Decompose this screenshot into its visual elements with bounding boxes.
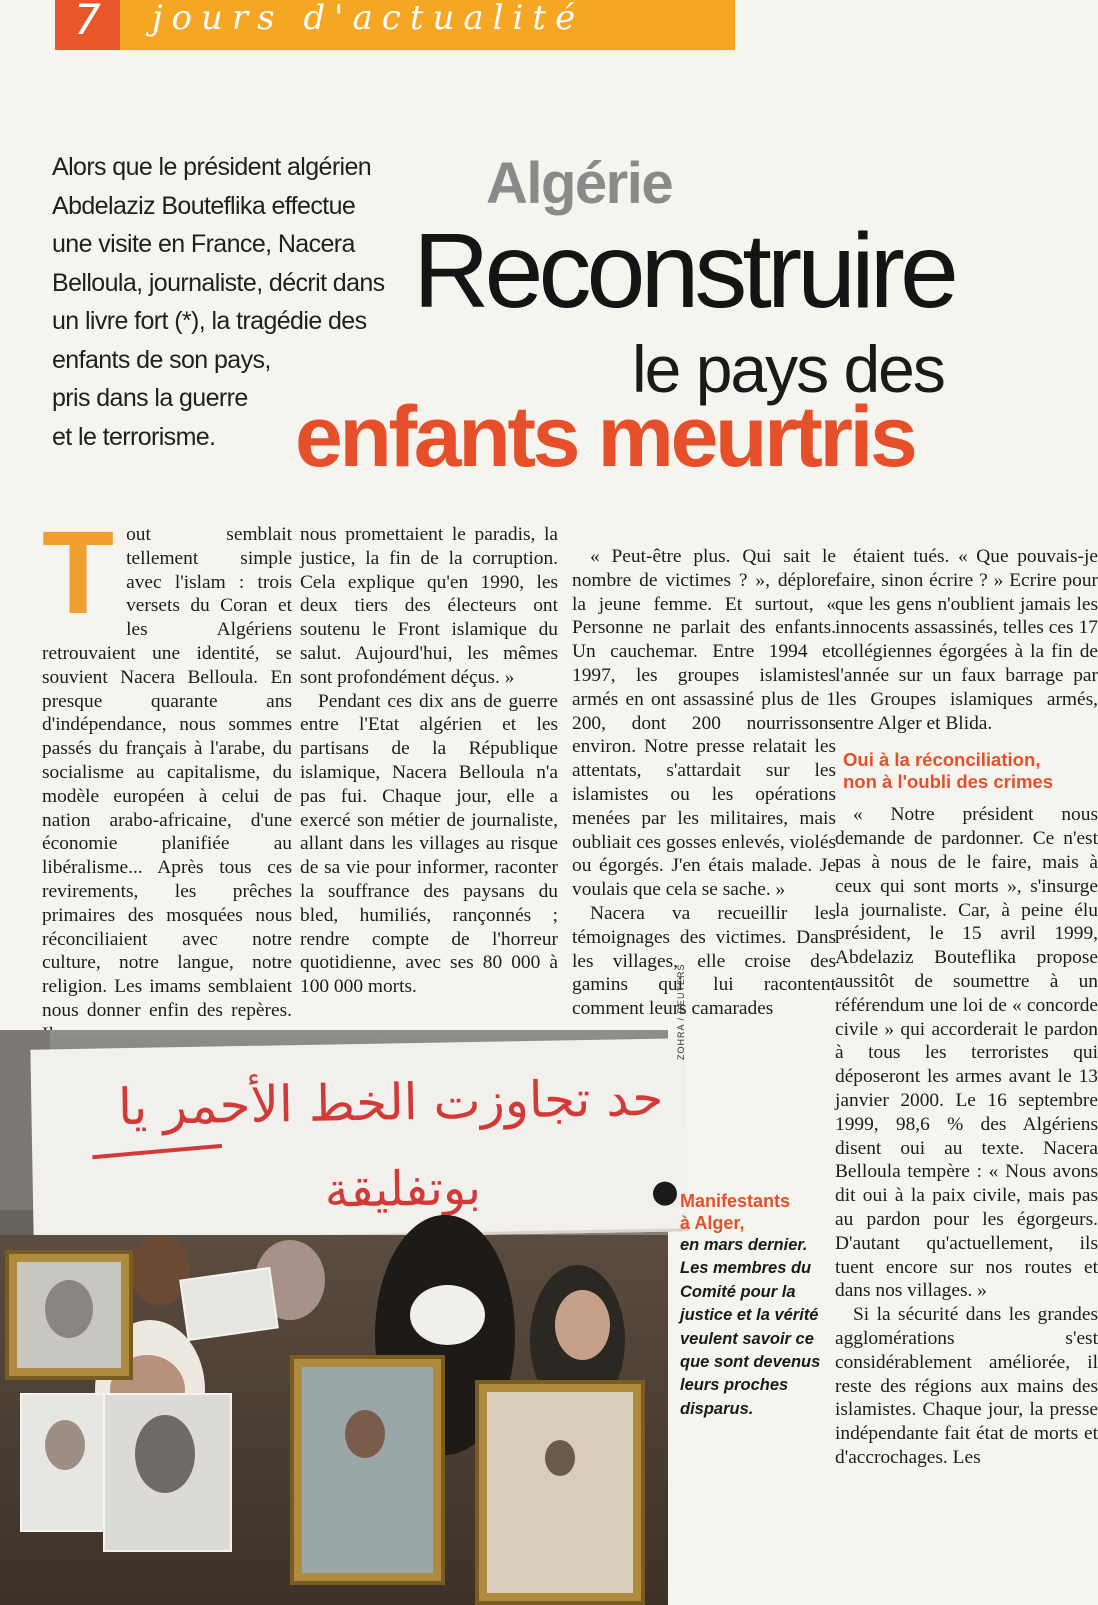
section-number: 7 (55, 0, 120, 50)
article-paragraph: out semblait tellement simple avec l'islam : trois versets du Coran et les Algériens retrouvaient une identité, se souvient Nacera Belloula. En presque quarante ans d'indépendance, nous sommes passés du français à l'arabe, du socialisme au capitalisme, du modèle européen à celui de nation arabo-africaine, d'une économie planifiée au libéralisme... Après tous ces revirements, les prêches primaires des mosquées nous réconciliaient avec notre culture, notre langue, notre religion. Les imams semblaient nous donner enfin des repères. (42, 524, 292, 1021)
portrait-face (45, 1280, 93, 1338)
intro-line: Abdelaziz Bouteflika effectue (52, 191, 356, 220)
portrait-face (345, 1410, 385, 1458)
portrait-face (545, 1440, 575, 1476)
headline-kicker: Algérie (486, 151, 673, 216)
banner-text-line-1: حد تجاوزت الخط الأحمر يا (117, 1068, 664, 1137)
caption-lead-line-1: Manifestants (680, 1191, 791, 1211)
caption-lead-line-2: à Alger, (680, 1213, 745, 1233)
headline-line-1: Reconstruire (413, 212, 954, 330)
protest-banner (30, 1038, 688, 1242)
photo-credit: ZOHRA / REUTERS (676, 963, 686, 1060)
subheading-line-2: non à l'oubli des crimes (843, 771, 1054, 793)
intro-line: pris dans la guerre (52, 384, 248, 412)
article-paragraph: Si la sécurité dans les grandes agglomérations s'est considérablement améliorée, il reste des régions aux mains des islamistes. Chaque jour, la presse indépendante fait état de morts et d'accrochages. Les (835, 1304, 1098, 1468)
portrait-frame (5, 1250, 133, 1380)
intro-line: Alors que le président algérien (52, 153, 372, 181)
banner-stroke (92, 1144, 222, 1159)
portrait-photo (302, 1367, 433, 1573)
man-portrait (135, 1415, 195, 1493)
drop-cap: T (42, 507, 115, 639)
intro-line: un livre fort (*), la tragédie des (52, 307, 367, 335)
protester-head (130, 1235, 190, 1305)
held-photo (181, 1269, 276, 1339)
article-paragraph: Pendant ces dix ans de guerre entre l'Etat algérien et les partisans de la République islamique, Nacera Belloula n'a pas fui. Chaque jour, elle a exercé son métier de journaliste, allant dans les villages au risque de sa vie pour informer, raconter la souffrance des paysans du bled, humiliés, rançonnés ; rendre compte de l'horreur quotidienne, avec ses 80 000 à 100 000 morts. (300, 690, 558, 998)
intro-line: et le terrorisme. (52, 422, 216, 451)
article-paragraph: « Peut-être plus. Qui sait le nombre de victimes ? », déplore la jeune femme. Et surtout, « Personne ne parlait des enfants. Un cauchemar. Entre 1994 et 1997, les groupes islamistes armés en ont assassiné plus de 1 200, dont 200 nourrissons environ. Notre presse relatait les attentats, s'attardait sur les islamistes ou les opérations menées par les militaires, mais oubliait ces gosses enlevés, violés ou égorgés. J'en étais malade. Je voulais que cela se sache. » (572, 546, 836, 901)
section-header (55, 0, 735, 50)
article-paragraph: étaient tués. « Que pouvais-je faire, sinon écrire ? » Ecrire pour que les gens n'oublient jamais les innocents assassinés, telles ces 17 collégiennes égorgées à la fin de l'année sur un faux barrage par les Groupes islamiques armés, entre Alger et Blida. (835, 546, 1098, 734)
photo-caption (680, 1190, 825, 1421)
article-column-1 (42, 507, 292, 1033)
subheading-line-1: Oui à la réconciliation, (843, 749, 1041, 771)
protester-head (555, 1290, 610, 1360)
article-column-3 (572, 545, 836, 1050)
photo-crowd (0, 1235, 668, 1605)
portrait-photo (487, 1392, 633, 1593)
banner-dot (653, 1181, 677, 1205)
banner-text-line-2: بوتفليقة (324, 1159, 482, 1219)
headline-line-3: enfants meurtris (295, 389, 915, 485)
protester-head (410, 1285, 485, 1345)
section-title: jours d'actualité (120, 0, 735, 50)
intro-line: enfants de son pays, (52, 345, 271, 374)
portrait-frame (290, 1355, 445, 1585)
headline-line-2: le pays des (632, 332, 944, 406)
article-paragraph: « Notre président nous demande de pardonner. Ce n'est pas à nous de le faire, mais à ceux qui sont morts », s'insurge la journaliste. Car, à peine élu président, le 15 avril 1999, Abdelaziz Bouteflika propose aussitôt de soumettre à un référendum une loi de « concorde civile » qui accorderait le pardon à tous les terroristes qui déposeront les armes avant le 13 janvier 2000. Le 16 septembre 1999, 98,6 % des Algériens disent oui au texte. Nacera Belloula tempère : « Nous avons dit oui à la paix civile, mais pas au pardon pour les égorgeurs. D'autant qu'actuellement, ils tuent encore sur nos routes et dans nos villages. » (835, 804, 1098, 1302)
article-paragraph: nous promettaient le paradis, la justice, la fin de la corruption. Cela explique qu'en 1990, les deux tiers des électeurs ont soutenu le Front islamique du salut. Aujourd'hui, les mêmes sont profondément déçus. » (300, 524, 558, 688)
caption-text: en mars dernier. Les membres du Comité pour la justice et la vérité veulent savoir ce que sont devenus leurs proches disparus. (680, 1236, 821, 1418)
child-portrait (45, 1420, 85, 1470)
intro-line: une visite en France, Nacera (52, 230, 355, 258)
protest-photo (0, 1030, 668, 1605)
article-column-2 (300, 523, 558, 1033)
intro-line: Belloula, journaliste, décrit dans (52, 268, 385, 297)
article-column-4 (835, 545, 1098, 1605)
subheading (843, 749, 1098, 793)
portrait-frame (475, 1380, 645, 1605)
article-paragraph: Nacera va recueillir les témoignages des victimes. Dans les villages, elle croise des gamins qui lui racontent comment leurs camarades (572, 902, 836, 1020)
